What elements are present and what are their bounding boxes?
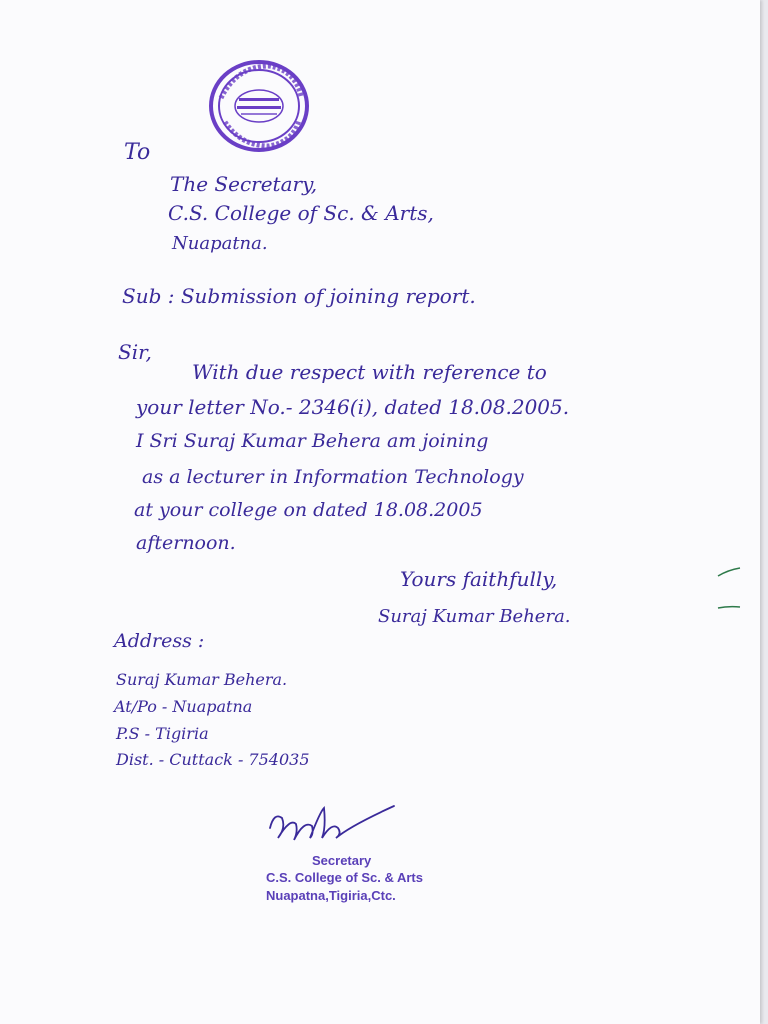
sender-address-line: P.S - Tigiria [116,724,209,743]
body-line: afternoon. [136,532,236,554]
college-round-stamp [207,58,311,154]
address-heading: Address : [114,630,205,652]
body-line: With due respect with reference to [192,360,547,384]
recipient-address-line: The Secretary, [170,172,318,196]
seal-location: Nuapatna,Tigiria,Ctc. [266,888,396,903]
body-line: your letter No.- 2346(i), dated 18.08.2005. [136,395,570,419]
sender-address-line: Suraj Kumar Behera. [116,670,288,689]
seal-college: C.S. College of Sc. & Arts [266,870,423,885]
secretary-signature [264,798,404,848]
body-line: at your college on dated 18.08.2005 [134,499,483,521]
closing: Yours faithfully, [400,567,558,591]
recipient-address-line: C.S. College of Sc. & Arts, [168,201,434,225]
body-line: I Sri Suraj Kumar Behera am joining [136,430,489,452]
body-line: as a lecturer in Information Technology [142,466,524,488]
recipient-address-line: Nuapatna. [172,233,268,254]
sender-address-line: At/Po - Nuapatna [114,697,253,716]
seal-title: Secretary [312,853,372,868]
margin-tick-mark [716,566,742,612]
recipient-to: To [124,140,151,165]
sender-address-line: Dist. - Cuttack - 754035 [116,750,310,769]
salutation: Sir, [118,340,152,364]
sender-name-signature: Suraj Kumar Behera. [378,606,571,627]
subject-line: Sub : Submission of joining report. [122,284,476,308]
